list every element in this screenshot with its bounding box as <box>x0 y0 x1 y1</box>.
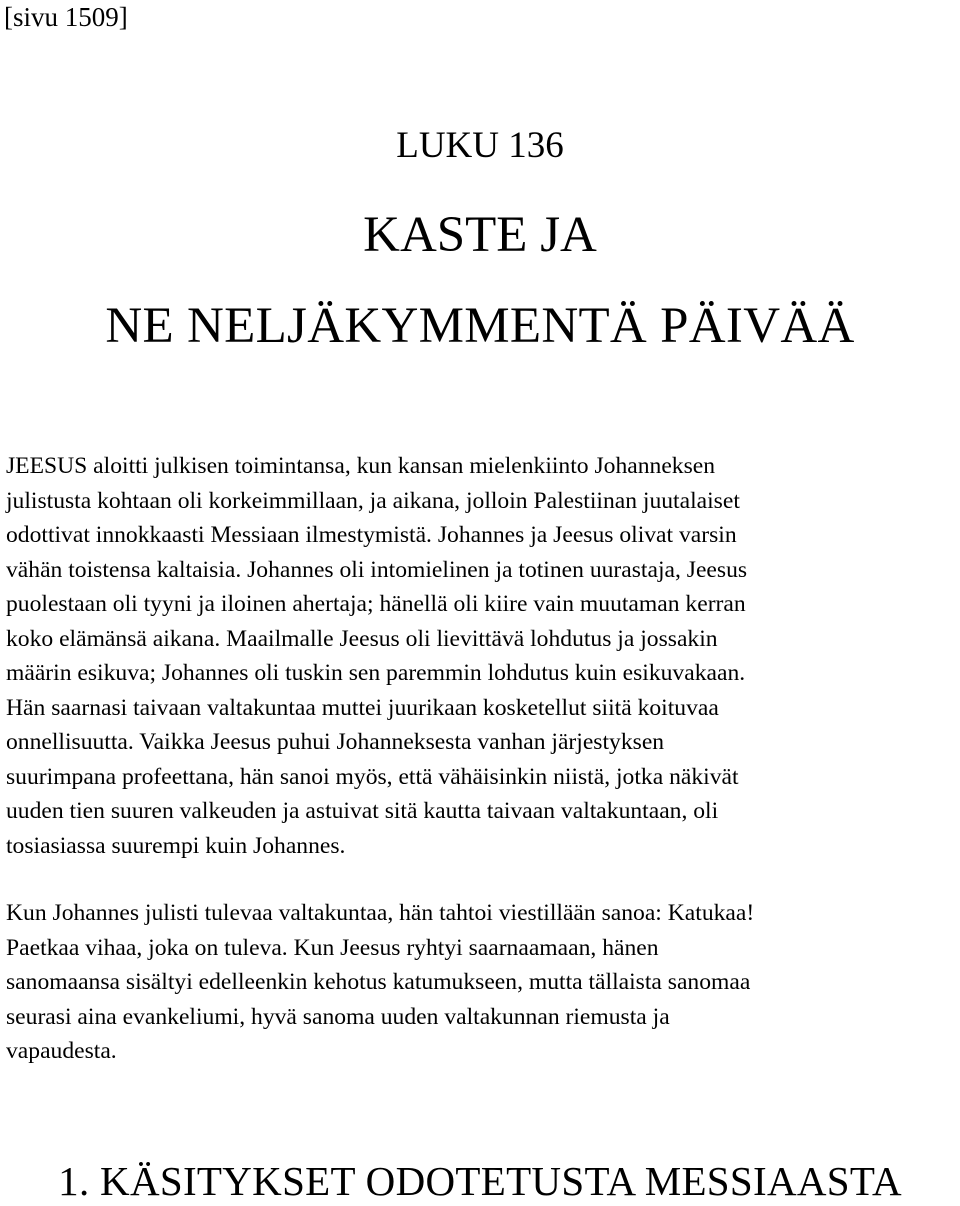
chapter-title-line-1: KASTE JA <box>363 207 597 263</box>
paragraph-line: sanomaansa sisältyi edelleenkin kehotus katumukseen, mutta tällaista sanomaa <box>6 969 751 995</box>
paragraph-line: seurasi aina evankeliumi, hyvä sanoma uuden valtakunnan riemusta ja <box>6 1003 670 1030</box>
paragraph-2 <box>6 896 960 1069</box>
paragraph-line: vähän toistensa kaltaisia. Johannes oli intomielinen ja totinen uurastaja, Jeesus <box>6 556 748 583</box>
paragraph-line: uuden tien suuren valkeuden ja astuivat sitä kautta taivaan valtakuntaan, oli <box>6 798 719 824</box>
paragraph-line: koko elämänsä aikana. Maailmalle Jeesus oli lievittävä lohdutus ja jossakin <box>6 625 718 652</box>
section-heading: 1. KÄSITYKSET ODOTETUSTA MESSIAASTA <box>58 1158 902 1204</box>
paragraph-line: Hän saarnasi taivaan valtakuntaa muttei juurikaan kosketellut siitä koituvaa <box>6 694 719 721</box>
paragraph-line: odottivat innokkaasti Messiaan ilmestymistä. Johannes ja Jeesus olivat varsin <box>6 522 737 548</box>
paragraph-line: Kun Johannes julisti tulevaa valtakuntaa, hän tahtoi viestillään sanoa: Katukaa! <box>6 900 755 926</box>
paragraph-line: JEESUS aloitti julkisen toimintansa, kun kansan mielenkiinto Johanneksen <box>6 453 716 479</box>
chapter-title-line-2: NE NELJÄKYMMENTÄ PÄIVÄÄ <box>105 298 855 354</box>
paragraph-line: vapaudesta. <box>6 1038 117 1064</box>
paragraph-1 <box>6 449 960 863</box>
paragraph-line: onnellisuutta. Vaikka Jeesus puhui Johanneksesta vanhan järjestyksen <box>6 729 665 755</box>
page-marker: [sivu 1509] <box>4 2 128 32</box>
paragraph-line: julistusta kohtaan oli korkeimmillaan, ja aikana, jolloin Palestiinan juutalaiset <box>6 487 740 514</box>
paragraph-line: Paetkaa vihaa, joka on tuleva. Kun Jeesus ryhtyi saarnaamaan, hänen <box>6 934 659 961</box>
paragraph-line: tosiasiassa suurempi kuin Johannes. <box>6 832 346 859</box>
chapter-number: LUKU 136 <box>396 125 564 166</box>
paragraph-line: suurimpana profeettana, hän sanoi myös, että vähäisinkin niistä, jotka näkivät <box>6 763 739 790</box>
paragraph-line: puolestaan oli tyyni ja iloinen ahertaja; hänellä oli kiire vain muutaman kerran <box>6 591 746 617</box>
paragraph-line: määrin esikuva; Johannes oli tuskin sen paremmin lohdutus kuin esikuvakaan. <box>6 660 746 686</box>
